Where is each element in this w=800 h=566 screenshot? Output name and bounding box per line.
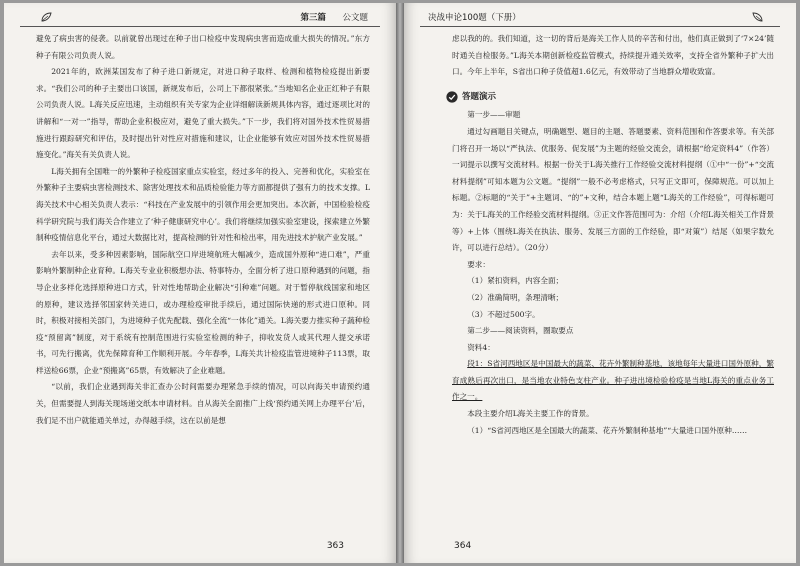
requirements-label: 要求： [467, 259, 490, 269]
chapter-label: 第三篇 [300, 13, 326, 23]
paragraph: 虑以我的的。我们知道，这一切的背后是海关工作人员的辛苦和付出，他们真正做到了‘7×24’随时通关自检服务。”L海关本期创新检疫监管模式，持续提升通关效率，支持全省外繁种子扩大出口。今年上半年，S省出口种子货值超1.6亿元，有效带动了当地群众增收致富。 [452, 34, 774, 77]
paragraph: 通过勾画题目关键点，明确题型、题目的主题、答题要素、资料范围和作答要求等。有关部门将召开一场以“严执法、优服务、促发展”为主题的经验交流会，请根据“给定资料4”（作答）一词提示以撰写交流材料。根据一份关于L海关推行工作经验交流材料提纲（①中“一份”+“交流材料提纲”可知本题为公文题。“提纲”一般不必考虑格式，只写正文即可，保障规范。可以加上标题。②标题的“关于”+主题词、“的”+文种，结合本题上题“L海关的工作经验”，可得标题可为：关于L海关的工作经验交流材料提纲。③正文作答范围可为：介绍（介绍L海关相关工作背景等）+上体（围绕L海关在执法、服务、发展三方面的工作经验，即“对策”）结尾（如果字数允许，可以进行总结）。（20分） [452, 126, 774, 253]
page-number: 363 [326, 541, 344, 551]
paragraph: “以前，我们企业遇到海关非汇查办公时间需要办理紧急手续的情况，可以向海关申请预约通关，但需要提人到海关现场递交纸本申请材料。自从海关全面推广上线‘预约通关网上办理平台’后，我们足不出户就能通关单过，办得越手续，这在以前是想 [36, 382, 370, 425]
paragraph: 去年以来，受多种因素影响，国际航空口岸进境航班大幅减少，造成国外原种“进口难”，严重影响外繁制种企业育种。L海关专业业积极想办法、特事特办，全面分析了进口原种遇到的问题，指导企业多样化选择原种进口方式，针对性地帮助企业解决“引种难”问题。对于暂停航线国家和地区的原种，建议选择邻国家转关进口，或办理检疫审批手续后，通过国际快递的形式进口原种。同时，积极对接相关部门，为进境种子优先配载、强化全流“一体化”通关。L海关要力推实种子蔬种检疫“预留离”制度，对于系统有控制范围进行实验室检测的种子，抑收发货人或其代理人提交承诺书，可先行搬离，优先保障育种工作顺利开展。今年春季，L海关共计检疫监管进境种子113票，取样送检66票，企业“预搬离”65票，有效解决了企业难题。 [36, 249, 370, 375]
answer-heading [446, 89, 774, 106]
answer-badge-icon [446, 91, 458, 103]
right-page-body [452, 31, 774, 439]
left-page [4, 3, 396, 563]
paragraph: L海关拥有全国唯一的外繁种子检疫国家重点实验室，经过多年的投入、完善和优化，实验室在外繁种子主要病虫害检测技术、除害处理技术和品质检验能力等方面都提供了强有力的技术支撑。L海关技术中心相关负责人表示：“科技在产业发展中的引领作用会更加突出。本次新，中国检验检疫科学研究院与我们海关合作建立了‘种子健康研究中心’。我们将继续加强实验室建设，探索建立外繁制种疫情信息化平台，通过大数据比对，提高检测的针对性和检出率，用先进技术护航产业发展。” [36, 166, 370, 243]
material-paragraph: 段1：S省河西地区是中国最大的蔬菜、花卉外繁制种基地，该地每年大量进口国外原种，繁育成熟后再次出口，是当地农业特色支柱产业。种子进出境检验检疫是当地L海关的重点业务工作之一。 [452, 359, 774, 402]
material-note: 本段主要介绍L海关主要工作的背景。 [467, 409, 594, 419]
leaf-icon [752, 12, 764, 23]
leaf-icon [40, 12, 52, 23]
material-label: 资料4： [467, 342, 495, 352]
paragraph: 避免了病虫害的侵袭。以前就曾出现过在种子出口检疫中发现病虫害而造成重大损失的情况。”东方种子有限公司负责人说。 [36, 34, 370, 60]
left-page-body [36, 31, 370, 429]
requirement-item: （1）紧扣资料，内容全面； [467, 276, 564, 286]
right-page [404, 3, 796, 563]
answer-heading-text: 答题演示 [462, 91, 497, 102]
book-spread [4, 3, 796, 563]
quote-line: （1）“S省河西地区是全国最大的蔬菜、花卉外繁制种基地”“大量进口国外原种…… [467, 425, 748, 435]
header-rule [420, 26, 780, 27]
header-rule [20, 26, 380, 27]
book-title: 决战申论100题（下册） [428, 13, 521, 23]
section-label: 公文题 [342, 13, 368, 23]
requirement-item: （3）不超过500字。 [467, 309, 540, 319]
left-page-header [20, 11, 380, 25]
paragraph: 2021年的，欧洲某国发布了种子进口新规定，对进口种子取样、检测和植物检疫提出新要求。“我们公司的种子主要出口该国，新规发布后，公司上下都很紧张。”当地知名企业正红种子有限公司负责人说。L海关反应迅速，主动组织有关专家为企业详细解读新规具体内容，通过逐项比对的讲解和“一对一”指导，帮助企业积极应对，避免了重大损失。”下一步，我们将对国外技术性贸易措施进行跟踪研究和评估，及时提出针对性应对措施和建议，让企业能够有效应对国外技术性贸易措施变化。”海关有关负责人说。 [36, 67, 370, 160]
book-gutter [396, 3, 404, 563]
requirement-item: （2）准确简明，条理清晰； [467, 292, 564, 302]
step-title: 第二步——阅读资料，圈取要点 [467, 326, 574, 336]
page-number: 364 [454, 541, 472, 551]
right-page-header [420, 11, 780, 25]
step-title: 第一步——审题 [467, 110, 521, 120]
